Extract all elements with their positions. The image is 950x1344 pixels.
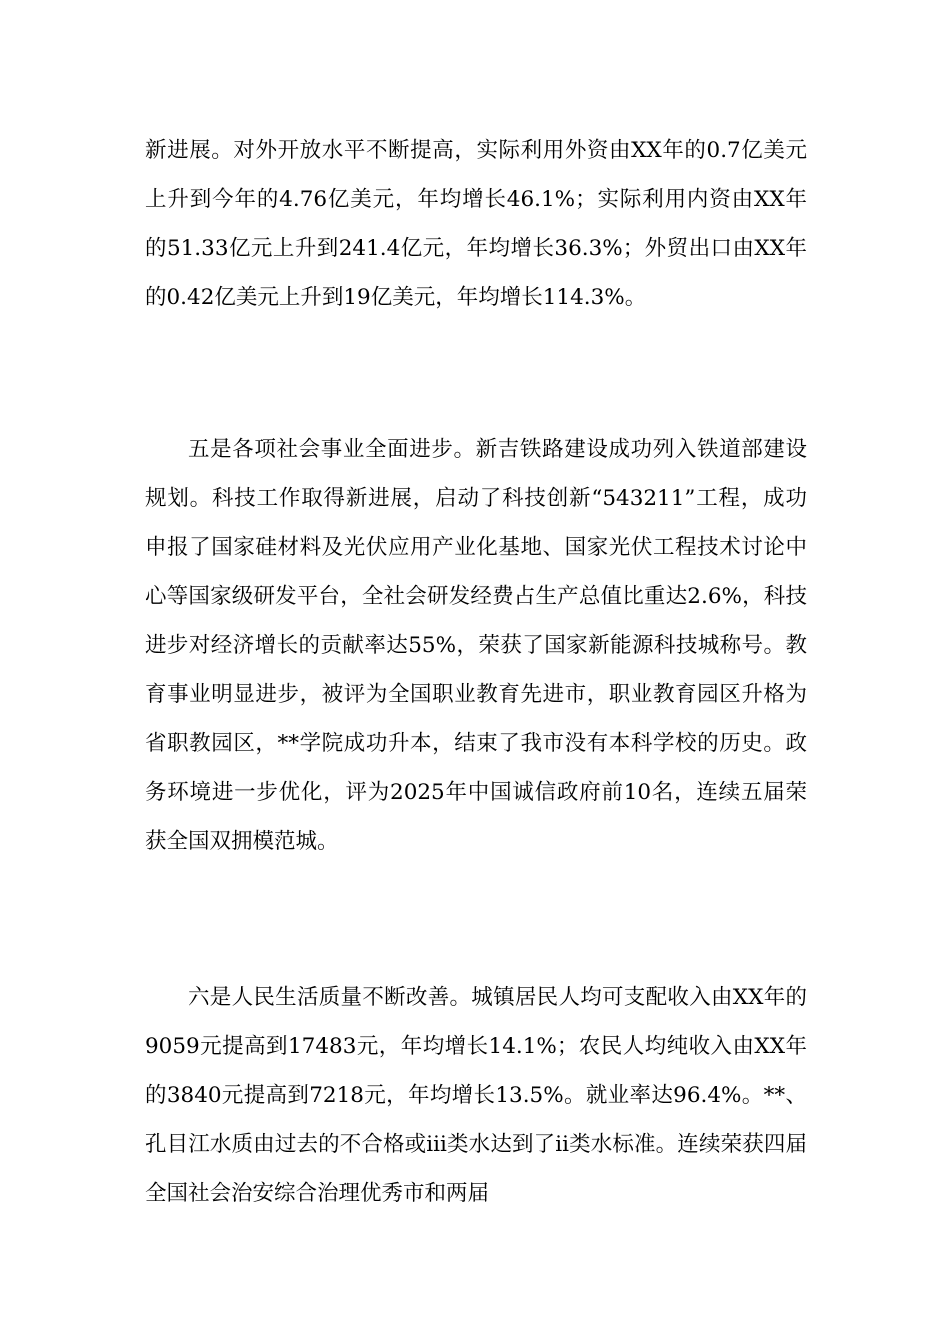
paragraph-living-standards: 六是人民生活质量不断改善。城镇居民人均可支配收入由XX年的9059元提高到17483元，年均增长14.1%；农民人均纯收入由XX年的3840元提高到7218元，年均增长13.5%。就业率达96.4%。**、孔目江水质由过去的不合格或iii类水达到了ii类水标准。连续荣获四届全国社会治安综合治理优秀市和两届 <box>145 985 807 1206</box>
paragraph-social-progress: 五是各项社会事业全面进步。新吉铁路建设成功列入铁道部建设规划。科技工作取得新进展，启动了科技创新“543211”工程，成功申报了国家硅材料及光伏应用产业化基地、国家光伏工程技术讨论中心等国家级研发平台，全社会研发经费占生产总值比重达2.6%，科技进步对经济增长的贡献率达55%，荣获了国家新能源科技城称号。教育事业明显进步，被评为全国职业教育先进市，职业教育园区升格为省职教园区，**学院成功升本，结束了我市没有本科学校的历史。政务环境进一步优化，评为2025年中国诚信政府前10名，连续五届荣获全国双拥模范城。 <box>145 437 807 854</box>
paragraph-opening-continuation: 新进展。对外开放水平不断提高，实际利用外资由XX年的0.7亿美元上升到今年的4.76亿美元，年均增长46.1%；实际利用内资由XX年的51.33亿元上升到241.4亿元，年均增长36.3%；外贸出口由XX年的0.42亿美元上升到19亿美元，年均增长114.3%。 <box>145 138 807 310</box>
